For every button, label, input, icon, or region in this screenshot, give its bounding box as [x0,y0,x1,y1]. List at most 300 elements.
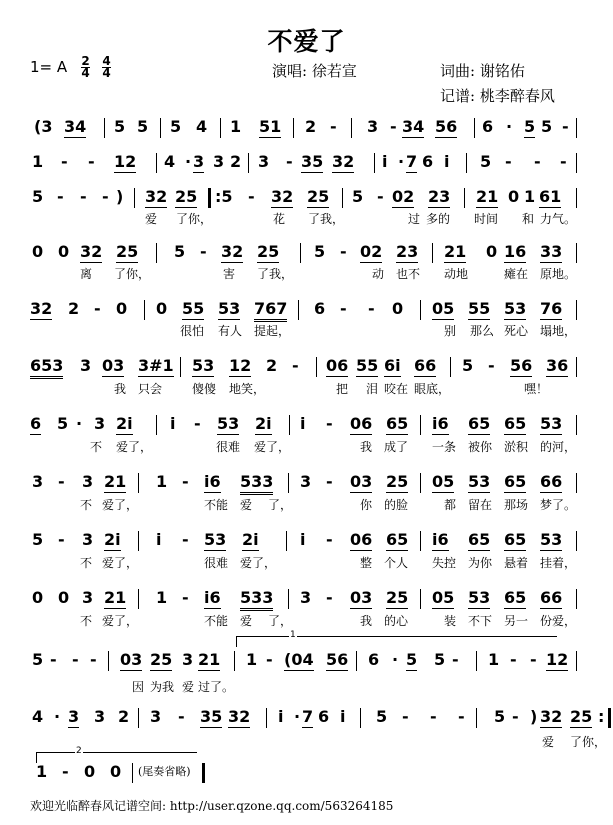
time-bottom: 4 [81,66,90,80]
note: 76 [540,299,563,318]
note: i [444,152,450,171]
barline [576,473,577,493]
note: 02 [360,242,383,261]
note: - [94,299,101,318]
note: 21 [104,472,127,491]
note: 66 [540,472,563,491]
score-line [30,707,605,731]
note: 56 [326,650,349,669]
note: 2 [266,356,278,375]
lyricist-name: 谢铭佑 [479,62,525,80]
note: 25 [116,242,139,261]
note: i [300,414,306,433]
note: - [80,187,87,206]
outro-omitted-note: (尾奏省略) [138,765,191,778]
note: 65 [386,414,409,433]
note: 56 [510,356,533,375]
score-line [30,762,590,786]
barline [351,118,352,138]
note: 06 [326,356,349,375]
note: 653 [30,356,63,379]
singer-label: 演唱: [272,62,308,80]
lyric: 了我， [308,212,345,226]
final-barline [608,708,611,728]
time-top: 2 [81,54,90,68]
note: i6 [432,414,449,433]
note: 3 [82,472,94,491]
note: 25 [386,472,409,491]
barline [248,153,249,173]
lyric: 爱了， [102,498,139,512]
note: - [488,356,495,375]
repeat-start-barline [208,188,211,208]
note: - [178,707,185,726]
note: 21 [476,187,499,206]
note: 65 [468,530,491,549]
lyric: 那场 [504,498,529,512]
note: 5 [494,707,506,726]
note: - [534,152,541,171]
barline [576,153,577,173]
note: 53 [192,356,215,375]
note: 5 [114,117,126,136]
note: 65 [504,414,527,433]
barline [576,300,577,320]
note: - [182,530,189,549]
barline [342,188,343,208]
barline [108,651,109,671]
note: 0 [58,588,70,607]
note: - [458,707,465,726]
lyric: 留在 [468,498,493,512]
note: (04 [284,650,314,669]
note: 32 [271,187,294,206]
time-signature-4-4 [102,56,111,79]
score-line [30,242,590,266]
barline [576,531,577,551]
note: - [57,187,64,206]
lyric: 泪 [366,382,379,396]
note: 23 [428,187,451,206]
lyric: 动地 [444,267,469,281]
score-line [30,650,590,674]
lyric: 多的 [426,212,451,226]
note: 02 [392,187,415,206]
lyric: 时间 [474,212,499,226]
note: - [326,588,333,607]
barline [134,188,135,208]
note: 12 [114,152,137,171]
note: 767 [254,299,287,322]
note: 2 [68,299,80,318]
note: 61 [539,187,562,206]
note: 53 [540,530,563,549]
note: 0 [58,242,70,261]
barline [432,243,433,263]
note: - [182,588,189,607]
lyric: 害 [223,267,236,281]
lyric: 那么 [470,324,495,338]
note: · [392,650,399,669]
barline [576,589,577,609]
note: 0 [156,299,168,318]
note: 3 [32,472,44,491]
barline [316,357,317,377]
note: · [294,707,301,726]
note: 5 [32,650,44,669]
note: 6 [314,299,326,318]
note: 03 [350,588,373,607]
lyric: 的河， [540,440,577,454]
lyric: 为你 [468,556,493,570]
barline [156,243,157,263]
note: 4 [196,117,208,136]
note: 32 [145,187,168,206]
note: 3 [68,707,80,726]
lyric: 的心 [384,614,409,628]
note: - [90,650,97,669]
note: - [62,762,69,781]
note: 1 [32,152,44,171]
lyric: 花 [273,212,286,226]
transcriber-name: 桃李醉春风 [479,87,555,105]
note: - [182,472,189,491]
barline [293,118,294,138]
song-title: 不爱了 [267,27,346,56]
lyric: 把 [336,382,349,396]
note: 6i [384,356,401,375]
note: - [266,650,273,669]
barline [289,415,290,435]
note: - [330,117,337,136]
note: 3 [258,152,270,171]
note: 53 [468,588,491,607]
note: 3 [367,117,379,136]
note: 05 [432,588,455,607]
lyric: 原地。 [540,267,577,281]
barline [132,763,133,783]
note: 1 [230,117,242,136]
note: - [50,650,57,669]
lyric: 了， [268,614,293,628]
note: 2i [255,414,272,433]
note: i6 [432,530,449,549]
lyric: 过 [408,212,421,226]
note: 53 [504,299,527,318]
note: i [278,707,284,726]
barline [576,118,577,138]
volta-first-ending [236,630,557,647]
lyric: 离 [80,267,93,281]
note: 16 [504,242,527,261]
note: 6 [482,117,494,136]
score-line [30,530,590,554]
note: i [382,152,388,171]
lyric: 过了。 [198,680,235,694]
note: 3 [213,152,225,171]
note: 3 [300,472,312,491]
lyric: 了我， [257,267,294,281]
singer-credit [272,60,357,81]
barline [576,415,577,435]
lyric: 不能 [204,498,229,512]
lyric: 另一 [504,614,529,628]
note: 06 [350,414,373,433]
note: - [340,299,347,318]
score-line [30,472,590,496]
lyric: 爱 [240,498,253,512]
lyric: 个人 [384,556,409,570]
note: 3 [94,707,106,726]
note: · [398,152,405,171]
note: · [54,707,61,726]
lyric: 我 [360,440,373,454]
note: 21 [104,588,127,607]
lyric: 爱了， [102,614,139,628]
barline [234,651,235,671]
note: 5 [524,117,536,136]
note: - [72,650,79,669]
note: 23 [396,242,419,261]
note: 21 [198,650,221,669]
note: 0 [486,242,498,261]
lyric: 和 [522,212,535,226]
note: 25 [307,187,330,206]
note: 0 [110,762,122,781]
note: - [368,299,375,318]
note: 25 [175,187,198,206]
lyric: 成了 [384,440,409,454]
note: 2 [230,152,242,171]
volta-number: 1 [290,630,296,640]
note: 6 [368,650,380,669]
note: - [248,187,255,206]
barline [156,153,157,173]
note: 55 [182,299,205,318]
note: ) [530,707,538,726]
note: 53 [540,414,563,433]
lyric: 不 [80,556,93,570]
note: 5 [174,242,186,261]
note: 5 [406,650,418,669]
note: 1 [156,472,168,491]
note: - [58,472,65,491]
note: :5 [215,187,233,206]
note: 32 [540,707,563,726]
score-line [30,187,590,211]
note: 1 [488,650,500,669]
note: 12 [546,650,569,669]
barline [286,531,287,551]
lyric: 爱 [240,614,253,628]
note: 3 [150,707,162,726]
note: 03 [120,650,143,669]
lyricist-label: 词曲: [440,62,476,80]
note: 2 [118,707,130,726]
note: 5 [434,650,446,669]
note: 06 [350,530,373,549]
note: - [61,152,68,171]
note: i [170,414,176,433]
note: 6 [30,414,42,433]
lyric: 你 [360,498,373,512]
note: 0 [32,242,44,261]
lyric: 不能 [204,614,229,628]
lyric: 我 [114,382,127,396]
barline [450,357,451,377]
lyric: 的脸 [384,498,409,512]
note: 6 [318,707,330,726]
lyric: 瘫在 [504,267,529,281]
lyric: 力气。 [540,212,577,226]
note: 65 [504,472,527,491]
note: 3 [82,530,94,549]
note: 1 [156,588,168,607]
note: 5 [352,187,364,206]
final-barline [202,763,205,783]
lyric: 一条 [432,440,457,454]
lyric: 眼底， [414,382,451,396]
note: 7 [302,707,314,726]
note: 5 [541,117,553,136]
volta-number: 2 [76,746,82,756]
note: 3 [80,356,92,375]
lyric: 失控 [432,556,457,570]
note: 05 [432,299,455,318]
note: 32 [228,707,251,726]
note: - [530,650,537,669]
lyric: 爱了， [254,440,291,454]
note: 25 [570,707,593,726]
note: - [286,152,293,171]
volta-second-ending [36,746,197,763]
barline [138,708,139,728]
lyric: 嘿！ [524,382,549,396]
barline [104,118,105,138]
note: 32 [80,242,103,261]
lyric: 爱 [182,680,195,694]
barline [288,589,289,609]
note: - [562,117,569,136]
note: 53 [468,472,491,491]
note: - [326,530,333,549]
note: - [512,707,519,726]
lyric: 动 [372,267,385,281]
lyric: 了你， [114,267,151,281]
note: · [76,414,83,433]
barline [420,473,421,493]
lyric: 整 [360,556,373,570]
note: 66 [414,356,437,375]
note: 0 [508,187,520,206]
note: 5 [137,117,149,136]
lyric: 为我 [150,680,175,694]
barline [374,153,375,173]
note: 51 [259,117,282,136]
singer-name: 徐若宣 [311,62,357,80]
note: 53 [217,414,240,433]
lyric: 都 [444,498,457,512]
note: 3#1 [138,356,174,375]
note: 5 [480,152,492,171]
lyric: 了你， [176,212,213,226]
note: - [510,650,517,669]
lyric: 爱 [145,212,158,226]
note: 5 [314,242,326,261]
note: 5 [462,356,474,375]
note: 5 [170,117,182,136]
lyric: 不 [90,440,103,454]
note: 7 [406,152,418,171]
lyric: 爱 [542,735,555,749]
barline [180,357,181,377]
note: 12 [229,356,252,375]
time-bottom: 4 [102,66,111,80]
note: 5 [376,707,388,726]
barline [576,651,577,671]
note: i [300,530,306,549]
lyric: 爱了， [102,556,139,570]
barline [464,188,465,208]
barline [476,651,477,671]
note: 1 [246,650,258,669]
note: 55 [468,299,491,318]
lyric: 死心 [504,324,529,338]
score-line [30,299,590,323]
note: 533 [240,472,273,495]
note: - [326,414,333,433]
note: 32 [332,152,355,171]
note: 2i [116,414,133,433]
note: 34 [402,117,425,136]
barline [298,300,299,320]
note: 4 [164,152,176,171]
barline [420,415,421,435]
note: - [326,472,333,491]
barline [300,243,301,263]
lyric: 提起， [254,324,291,338]
note: 53 [218,299,241,318]
lyric: 梦了。 [540,498,577,512]
note: - [430,707,437,726]
lyric: 挂着， [540,556,577,570]
note: (3 [34,117,53,136]
note: 4 [32,707,44,726]
lyric: 不下 [468,614,493,628]
note: 36 [546,356,569,375]
barline [138,473,139,493]
lyric: 悬着 [504,556,529,570]
note: - [505,152,512,171]
note: - [560,152,567,171]
barline [360,708,361,728]
note: 5 [57,414,69,433]
lyric: 地笑， [229,382,266,396]
score-line [30,588,590,612]
note: 2 [305,117,317,136]
barline [156,415,157,435]
note: 35 [301,152,324,171]
note: 34 [64,117,87,136]
note: 66 [540,588,563,607]
lyric: 也不 [396,267,421,281]
barline [420,589,421,609]
note: 1 [524,187,536,206]
barline [576,188,577,208]
barline [160,118,161,138]
note: 6 [422,152,434,171]
transcriber-label: 记谱: [440,87,476,105]
